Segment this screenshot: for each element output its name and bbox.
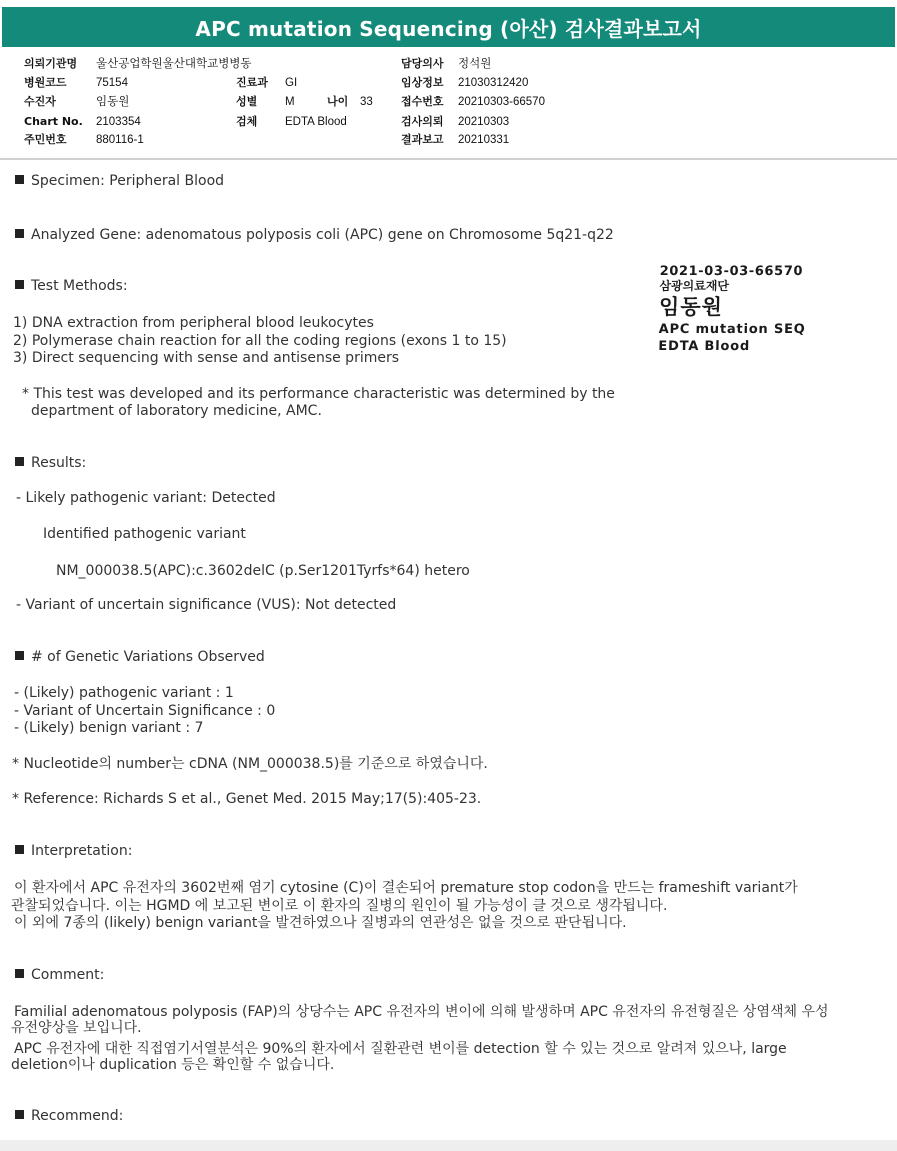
report-title: APC mutation Sequencing (아산) 검사결과보고서 [2,7,895,47]
bullet-square-icon [15,969,24,978]
specimen-label-stamp [658,264,860,355]
specimen-type-label: 검체 [236,115,258,128]
clinical-info-value: 21030312420 [458,77,529,89]
method-2: 2) Polymerase chain reaction for all the coding regions (exons 1 to 15) [13,333,507,349]
interpretation-line-2: 관찰되었습니다. 이는 HGMD 에 보고된 변이로 이 환자의 질병의 원인이 될 가능성이 클 것으로 생각됩니다. [11,898,668,914]
bullet-square-icon [15,845,24,854]
analyzed-gene-text: Analyzed Gene: adenomatous polyposis coli (APC) gene on Chromosome 5q21-q22 [31,227,614,243]
receipt-no-value: 20210303-66570 [458,96,545,108]
stamp-patient-name: 임동원 [658,295,724,319]
interpretation-heading: Interpretation: [31,843,133,859]
analyzed-gene-section [15,227,614,244]
comment-line-2: 유전양상을 보입니다. [11,1020,142,1036]
comment-section [15,967,104,984]
note-line-1: * This test was developed and its performance characteristic was determined by the [22,386,615,402]
chart-no-label: Chart No. [24,115,83,128]
stamp-foundation-name: 삼광의료재단 [659,279,730,293]
nucleotide-note: * Nucleotide의 number는 cDNA (NM_000038.5)를 기준으로 하였습니다. [12,756,488,772]
stamp-receipt-no: 2021-03-03-66570 [659,264,804,279]
doctor-label: 담당의사 [401,57,444,70]
results-section [15,455,86,472]
institution-label: 의뢰기관명 [24,57,78,70]
interpretation-line-3: 이 외에 7종의 (likely) benign variant을 발견하였으나 질병과의 연관성은 없을 것으로 판단됩니다. [14,915,627,931]
comment-line-4: deletion이나 duplication 등은 확인할 수 없습니다. [11,1057,335,1073]
institution-value: 울산공업학원울산대학교병병동 [96,58,252,70]
variant-notation: NM_000038.5(APC):c.3602delC (p.Ser1201Tyrfs*64) hetero [56,563,470,579]
variations-heading: # of Genetic Variations Observed [31,649,265,665]
test-request-label: 검사의뢰 [401,115,444,128]
specimen-type-value: EDTA Blood [285,116,347,128]
identified-variant-heading: Identified pathogenic variant [43,526,246,542]
method-3: 3) Direct sequencing with sense and antisense primers [13,350,400,366]
bullet-square-icon [15,280,24,289]
interpretation-line-1: 이 환자에서 APC 유전자의 3602번째 염기 cytosine (C)이 결손되어 premature stop codon을 만드는 frameshift variant가 [14,880,798,896]
result-pathogenic: - Likely pathogenic variant: Detected [16,490,276,506]
clinical-info-label: 임상정보 [401,76,444,89]
recipient-value: 임동원 [96,96,130,108]
count-pathogenic: - (Likely) pathogenic variant : 1 [14,685,234,701]
interpretation-section [15,843,132,860]
specimen-text: Specimen: Peripheral Blood [31,173,225,189]
comment-line-3: APC 유전자에 대한 직접염기서열분석은 90%의 환자에서 질환관련 변이를 detection 할 수 있는 것으로 알려져 있으나, large [14,1041,787,1057]
test-methods-section [15,278,128,295]
resident-no-value: 880116-1 [96,134,144,146]
age-value: 33 [360,96,373,108]
bullet-square-icon [15,1110,24,1119]
bottom-band [0,1140,897,1151]
patient-info-grid [0,54,897,154]
method-1: 1) DNA extraction from peripheral blood leukocytes [13,315,374,331]
department-label: 진료과 [236,76,268,89]
note-line-2: department of laboratory medicine, AMC. [31,403,322,419]
sex-label: 성별 [236,95,258,108]
department-value: GI [285,77,298,89]
recommend-heading: Recommend: [31,1108,124,1124]
recommend-section [15,1108,123,1125]
comment-line-1: Familial adenomatous polyposis (FAP)의 상당수는 APC 유전자의 변이에 의해 발생하며 APC 유전자의 유전형질은 상염색체 우성 [14,1004,829,1020]
chart-no-value: 2103354 [96,116,141,128]
results-heading: Results: [31,455,87,471]
result-vus: - Variant of uncertain significance (VUS): Not detected [16,597,397,613]
test-methods-heading: Test Methods: [31,278,128,294]
bullet-square-icon [15,651,24,660]
sex-value: M [285,96,295,108]
resident-no-label: 주민번호 [24,133,67,146]
doctor-value: 정석원 [458,58,492,70]
bullet-square-icon [15,457,24,466]
comment-heading: Comment: [31,967,105,983]
hospital-code-value: 75154 [96,77,128,89]
result-report-label: 결과보고 [401,133,444,146]
header-divider [0,158,897,160]
age-label: 나이 [327,95,349,108]
hospital-code-label: 병원코드 [24,76,67,89]
receipt-no-label: 접수번호 [401,95,444,108]
variations-section [15,649,265,666]
recipient-label: 수진자 [24,95,56,108]
bullet-square-icon [15,175,24,184]
count-benign: - (Likely) benign variant : 7 [14,720,204,736]
count-vus: - Variant of Uncertain Significance : 0 [14,703,276,719]
specimen-section [15,173,224,190]
stamp-test-name: APC mutation SEQ [658,322,806,337]
result-report-value: 20210331 [458,134,510,146]
reference-note: * Reference: Richards S et al., Genet Med. 2015 May;17(5):405-23. [12,791,482,807]
test-request-value: 20210303 [458,116,510,128]
bullet-square-icon [15,229,24,238]
stamp-specimen-type: EDTA Blood [658,339,751,354]
